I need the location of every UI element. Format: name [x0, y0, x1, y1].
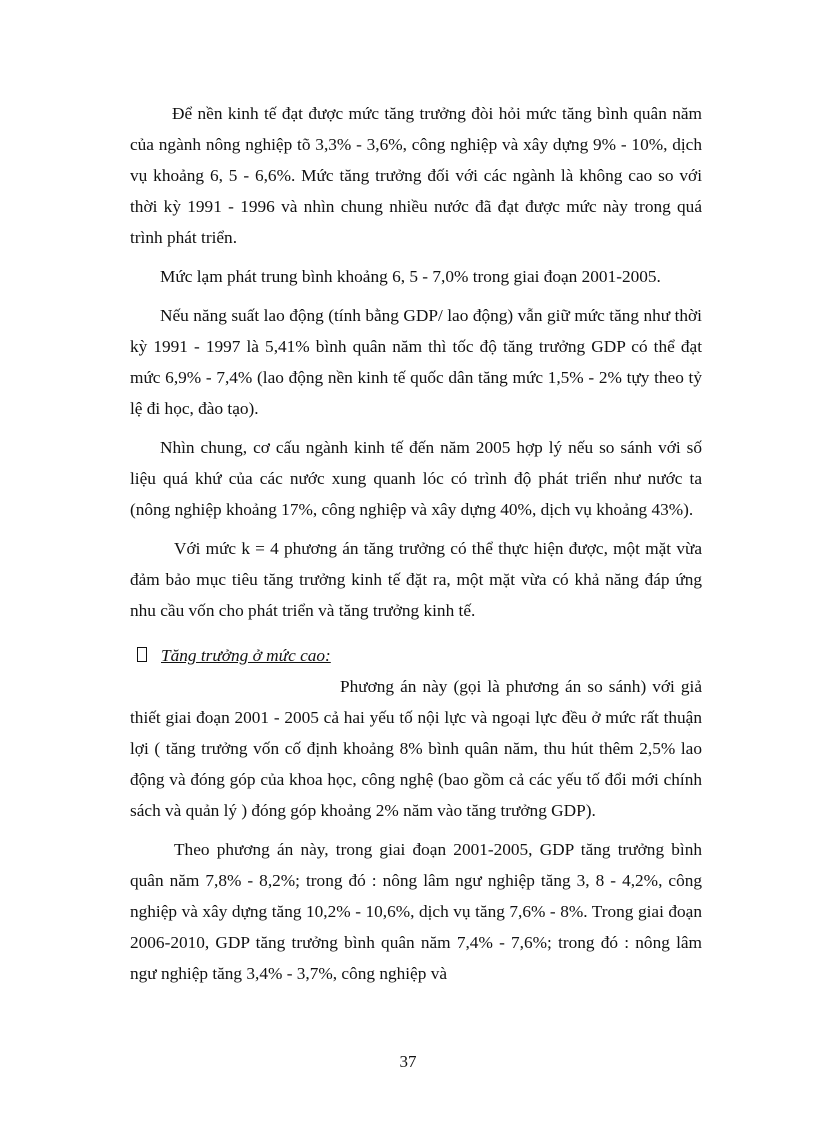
- section-heading: [130, 640, 702, 671]
- paragraph-inflation: Mức lạm phát trung bình khoảng 6, 5 - 7,0% trong giai đoạn 2001-2005.: [160, 267, 661, 286]
- paragraph-k4-scenario: Với mức k = 4 phương án tăng trưởng có thể thực hiện được, một mặt vừa đảm bảo mục tiêu tăng trưởng kinh tế đặt ra, một mặt vừa có khả năng đáp ứng nhu cầu vốn cho phát triển và tăng trưởng kinh tế.: [130, 539, 702, 620]
- page-number: 37: [399, 1052, 417, 1071]
- paragraph-labor-productivity: Nếu năng suất lao động (tính bằng GDP/ lao động) vẫn giữ mức tăng như thời kỳ 1991 - 1997 là 5,41% bình quân năm thì tốc độ tăng trưởng GDP có thể đạt mức 6,9% - 7,4% (lao động nền kinh tế quốc dân tăng mức 1,5% - 2% tựy theo tỷ lệ đi học, đào tạo).: [130, 306, 702, 418]
- bullet-square-icon: [137, 647, 147, 662]
- paragraph-scenario-results: Theo phương án này, trong giai đoạn 2001-2005, GDP tăng trưởng bình quân năm 7,8% - 8,2%; trong đó : nông lâm ngư nghiệp tăng 3, 8 - 4,2%, công nghiệp và xây dựng tăng 10,2% - 10,6%, dịch vụ tăng 7,6% - 8%. Trong giai đoạn 2006-2010, GDP tăng trưởng bình quân năm 7,4% - 7,6%; trong đó : nông lâm ngư nghiệp tăng 3,4% - 3,7%, công nghiệp và: [130, 840, 702, 983]
- paragraph-comparison-scenario: Phương án này (gọi là phương án so sánh) với giả thiết giai đoạn 2001 - 2005 cả hai yếu tố nội lực và ngoại lực đều ở mức rất thuận lợi ( tăng trưởng vốn cố định khoảng 8% bình quân năm, thu hút thêm 2,5% lao động và đóng góp của khoa học, công nghệ (bao gồm cả các yếu tố đổi mới chính sách và quản lý ) đóng góp khoảng 2% năm vào tăng trưởng GDP).: [130, 677, 702, 820]
- document-body: [130, 95, 702, 989]
- paragraph-growth-requirements: Để nền kinh tế đạt được mức tăng trưởng đòi hỏi mức tăng bình quân năm của ngành nông nghiệp tõ 3,3% - 3,6%, công nghiệp và xây dựng 9% - 10%, dịch vụ khoảng 6, 5 - 6,6%. Mức tăng trưởng đối với các ngành là không cao so với thời kỳ 1991 - 1996 và nhìn chung nhiều nước đã đạt được mức này trong quá trình phát triển.: [130, 104, 702, 247]
- paragraph-economic-structure: Nhìn chung, cơ cấu ngành kinh tế đến năm 2005 hợp lý nếu so sánh với số liệu quá khứ của các nước xung quanh lóc có trình độ phát triển như nước ta (nông nghiệp khoảng 17%, công nghiệp và xây dựng 40%, dịch vụ khoảng 43%).: [130, 438, 702, 519]
- heading-high-growth: Tăng trưởng ở mức cao:: [161, 646, 331, 665]
